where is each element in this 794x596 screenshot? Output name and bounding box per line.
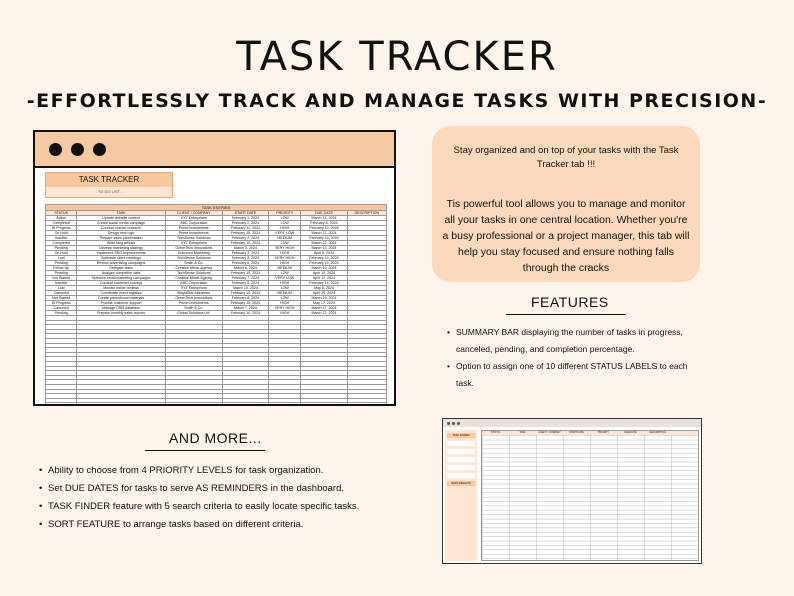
mini-column-header: PRIORITY	[597, 431, 610, 434]
table-cell: March 22, 2024	[301, 241, 347, 246]
mini-column-header: DESCRIPTION	[649, 431, 666, 434]
column-header: TASK	[77, 211, 165, 216]
table-cell: April 10, 2024	[301, 271, 347, 276]
table-cell: March 12, 2024	[301, 231, 347, 236]
table-cell: February 10, 2024	[222, 291, 268, 296]
tracker-title-box	[45, 172, 173, 198]
table-cell: Update website content	[77, 216, 165, 221]
task-entries-table	[45, 204, 387, 404]
table-cell: March 3, 2024	[222, 246, 268, 251]
table-cell: IN Progress	[46, 226, 77, 231]
table-cell: March 8, 2024	[222, 266, 268, 271]
more-divider	[145, 450, 265, 451]
table-cell: February 15, 2024	[222, 231, 268, 236]
table-cell: HIGH	[269, 311, 301, 316]
finder-sidebar	[445, 430, 477, 561]
table-cell: Lost	[46, 286, 77, 291]
table-cell: Pending	[46, 246, 77, 251]
preview-body	[35, 168, 394, 404]
mini-column-header: START DATE	[569, 431, 584, 434]
table-cell: XYZ Enterprises	[165, 241, 222, 246]
table-cell: Unknown Marketing	[165, 251, 222, 256]
table-cell: XYZ Enterprises	[165, 216, 222, 221]
table-cell: February 8, 2024	[222, 281, 268, 286]
column-header: START DATE	[222, 211, 268, 216]
table-cell: Delegate tasks	[77, 266, 165, 271]
table-cell: Pending	[46, 311, 77, 316]
window-dot-icon	[71, 143, 84, 156]
table-cell: VERY LOW	[269, 231, 301, 236]
list-item: • Option to assign one of 10 different STATUS LABELS to each task.	[447, 358, 697, 392]
table-cell: Provide customer support	[77, 301, 165, 306]
table-cell: Inactive	[46, 236, 77, 241]
window-dot-icon	[452, 422, 455, 425]
table-cell: Prime Investments	[165, 231, 222, 236]
finder-field	[447, 465, 475, 470]
table-cell: Pending	[46, 261, 77, 266]
table-cell: March 13, 2024	[301, 216, 347, 221]
table-cell: February 3, 2024	[222, 256, 268, 261]
table-cell: February 10, 2024	[222, 301, 268, 306]
table-cell: February 2, 2024	[222, 236, 268, 241]
table-cell: February 2, 2024	[222, 221, 268, 226]
table-cell: XYZ Enterprises	[165, 286, 222, 291]
column-header: CLIENT / COMPANY	[165, 211, 222, 216]
table-cell: Not Started	[46, 276, 77, 281]
table-cell: LOW	[269, 241, 301, 246]
table-cell: Prime Investments	[165, 301, 222, 306]
finder-grid	[481, 430, 699, 561]
window-dot-icon	[49, 143, 62, 156]
table-cell: February 6, 2024	[222, 261, 268, 266]
table-cell: Smith & Co.	[165, 306, 222, 311]
table-cell: Create promotional materials	[77, 296, 165, 301]
table-cell: March 19, 2024	[301, 266, 347, 271]
table-cell: Follow-Up	[46, 266, 77, 271]
table-cell: Prepare monthly sales reports	[77, 311, 165, 316]
table-cell: February 14, 2024	[301, 261, 347, 266]
table-cell: Inactive	[46, 281, 77, 286]
table-cell: Prime Investments	[165, 226, 222, 231]
table-cell: MEDIUM	[269, 291, 301, 296]
intro-callout	[432, 126, 700, 282]
table-cell: Monitor online reviews	[77, 286, 165, 291]
table-cell: February 10, 2024	[222, 271, 268, 276]
table-cell: March 7, 2024	[222, 306, 268, 311]
table-cell: GreenTech Innovations	[165, 296, 222, 301]
mini-column-header: STATUS	[490, 431, 501, 434]
table-cell: February 3, 2024	[222, 251, 268, 256]
table-cell: MEDIUM	[269, 236, 301, 241]
more-list	[39, 462, 419, 534]
task-finder-preview	[442, 418, 702, 564]
table-cell: Canceled	[46, 291, 77, 296]
table-cell: April 19, 2024	[301, 291, 347, 296]
table-cell: February 14, 2024	[222, 311, 268, 316]
table-cell: ABC Corporation	[165, 221, 222, 226]
sort-title: SORT RESULTS	[447, 481, 475, 486]
table-cell: Active	[46, 216, 77, 221]
list-item: • SORT FEATURE to arrange tasks based on different criteria.	[39, 516, 419, 534]
table-cell: LOW	[269, 271, 301, 276]
table-cell: Creative Minds Agency	[165, 266, 222, 271]
column-header: DUE DATE	[301, 211, 347, 216]
table-cell: Implement SEO improvements	[77, 251, 165, 256]
finder-title: TASK FINDER	[447, 433, 475, 438]
table-cell: TechSense Solutions	[165, 236, 222, 241]
table-cell: VERY HIGH	[269, 256, 301, 261]
table-cell: May 17, 2024	[301, 301, 347, 306]
table-cell: Completed	[46, 241, 77, 246]
table-cell: February 8, 2024	[222, 296, 268, 301]
table-cell: TechSense Solutions	[165, 256, 222, 261]
table-cell: April 8, 2024	[301, 251, 347, 256]
table-cell: Pending	[46, 271, 77, 276]
page-subtitle: -EFFORTLESSLY TRACK AND MANAGE TASKS WITH PRECISION-	[26, 90, 768, 112]
more-heading: AND MORE...	[169, 430, 262, 446]
finder-field	[447, 449, 475, 454]
table-cell: Schedule client meetings	[77, 256, 165, 261]
table-cell: TechSense Solutions	[165, 271, 222, 276]
mini-title-bar	[443, 419, 701, 427]
table-cell: HIGH	[269, 301, 301, 306]
features-list	[447, 324, 697, 392]
table-cell: GreenTech Innovations	[165, 246, 222, 251]
window-dot-icon	[93, 143, 106, 156]
table-cell: February 8, 2024	[301, 221, 347, 226]
page-title: TASK TRACKER	[236, 34, 558, 80]
table-cell: LOW	[269, 286, 301, 291]
table-cell: Review advertising campaigns	[77, 261, 165, 266]
table-cell: February 13, 2024	[301, 226, 347, 231]
table-cell: IN Progress	[46, 301, 77, 306]
column-header: PRIORITY	[269, 211, 301, 216]
table-cell: LOW	[269, 221, 301, 226]
tracker-subtitle: - TO DO LIST -	[95, 189, 123, 194]
task-tracker-preview	[33, 130, 396, 406]
mini-header-row	[482, 431, 698, 435]
table-cell: Design new logo	[77, 231, 165, 236]
table-cell: Global Solutions Ltd.	[165, 311, 222, 316]
list-item: • Set DUE DATES for tasks to serve AS REMINDERS in the dashboard.	[39, 480, 419, 498]
column-header: STATUS	[46, 211, 77, 216]
table-cell: March 13, 2024	[301, 246, 347, 251]
table-cell: Prepare sales presentation	[77, 236, 165, 241]
table-cell: HIGH	[269, 261, 301, 266]
table-cell: HIGH	[269, 281, 301, 286]
table-cell: VERY HIGH	[269, 306, 301, 311]
table-cell: Conduct market research	[77, 226, 165, 231]
column-header: DESCRIPTION	[347, 211, 386, 216]
table-cell: February 14, 2024	[301, 256, 347, 261]
table-cell: Not Started	[46, 296, 77, 301]
table-cell: April 17, 2024	[301, 276, 347, 281]
table-cell: February 1, 2024	[222, 216, 268, 221]
finder-field	[447, 457, 475, 462]
mini-column-header: TASK	[519, 431, 526, 434]
window-dot-icon	[457, 422, 460, 425]
tracker-title: TASK TRACKER	[46, 173, 172, 187]
table-cell: Write blog articles	[77, 241, 165, 246]
table-cell: Smith & Co.	[165, 261, 222, 266]
table-cell: On Hold	[46, 231, 77, 236]
table-cell: VERY HIGH	[269, 246, 301, 251]
callout-intro: Stay organized and on top of your tasks with the Task Tracker tab !!!	[453, 145, 679, 170]
table-cell: February 10, 2024	[222, 241, 268, 246]
table-caption: TASK ENTRIES	[46, 205, 387, 211]
table-cell: ABC Corporation	[165, 281, 222, 286]
table-cell: Creative Minds Agency	[165, 276, 222, 281]
empty-row	[46, 403, 387, 404]
table-cell: Manage CRM database	[77, 306, 165, 311]
list-item: • Ability to choose from 4 PRIORITY LEVELS for task organization.	[39, 462, 419, 480]
table-cell: VERY LOW	[269, 276, 301, 281]
table-cell: Create social media campaign	[77, 221, 165, 226]
table-cell: Completed	[46, 221, 77, 226]
table-cell: Optimize email marketing campaigns	[77, 276, 165, 281]
list-item: • SUMMARY BAR displaying the number of tasks in progress, canceled, pending, and completion percentage.	[447, 324, 697, 358]
table-cell: BrightStar Industries	[165, 291, 222, 296]
table-cell: LOW	[269, 216, 301, 221]
callout-description: Tis powerful tool allows you to manage and monitor all your tasks in one central location. Whether you're a busy professional or a project manager, this tab will help you stay focused and ensure nothing falls through the cracks	[442, 198, 690, 274]
mini-column-header: CLIENT / COMPANY	[538, 431, 561, 434]
table-cell: February 11, 2024	[222, 226, 268, 231]
table-cell: Develop marketing strategy	[77, 246, 165, 251]
table-cell: On Hold	[46, 251, 77, 256]
features-heading: FEATURES	[531, 294, 609, 310]
table-cell: March 15, 2024	[301, 296, 347, 301]
window-title-bar	[35, 132, 394, 168]
features-divider	[506, 314, 626, 315]
table-cell: February 14, 2024	[301, 281, 347, 286]
table-cell: Analyze competitor data	[77, 271, 165, 276]
table-cell: Lost	[46, 256, 77, 261]
table-cell: March 15, 2024	[222, 286, 268, 291]
table-cell: Conduct customer surveys	[77, 281, 165, 286]
table-cell: Coordinate event logistics	[77, 291, 165, 296]
table-cell: Canceled	[46, 306, 77, 311]
table-cell: HIGH	[269, 226, 301, 231]
window-dot-icon	[447, 422, 450, 425]
table-cell: May 6, 2024	[301, 286, 347, 291]
table-cell: LOW	[269, 296, 301, 301]
finder-field	[447, 441, 475, 446]
table-cell: HIGH	[269, 251, 301, 256]
mini-column-header: DUE DATE	[624, 431, 637, 434]
finder-field	[447, 473, 475, 478]
table-cell: March 17, 2024	[301, 306, 347, 311]
list-item: • TASK FINDER feature with 5 search criteria to easily locate specific tasks.	[39, 498, 419, 516]
table-cell: February 7, 2024	[222, 276, 268, 281]
table-cell: February 16, 2024	[301, 236, 347, 241]
table-cell: March 12, 2024	[301, 311, 347, 316]
table-cell: MEDIUM	[269, 266, 301, 271]
